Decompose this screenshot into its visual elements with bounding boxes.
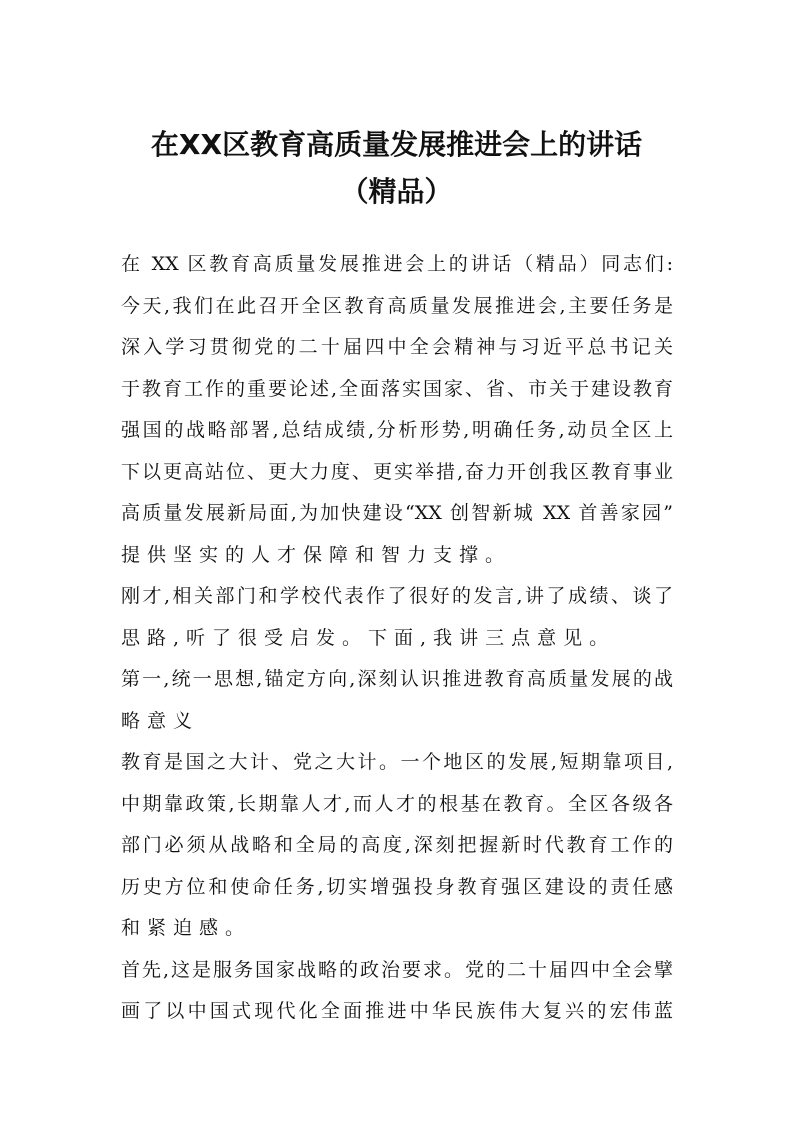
- document-body: [121, 244, 673, 1033]
- text-line: 于教育工作的重要论述,全面落实国家、省、市关于建设教育: [121, 377, 673, 400]
- text-line: 高质量发展新局面,为加快建设“XX 创智新城 XX 首善家园”: [121, 502, 673, 524]
- text-line: 深入学习贯彻党的二十届四中全会精神与习近平总书记关: [121, 336, 673, 358]
- text-line: 教育是国之大计、党之大计。一个地区的发展,短期靠项目,: [121, 751, 673, 773]
- text-line: 下以更高站位、更大力度、更实举措,奋力开创我区教育事业: [121, 460, 673, 483]
- text-line: 首先,这是服务国家战略的政治要求。党的二十届四中全会擘: [121, 958, 673, 981]
- text-line: 历史方位和使命任务,切实增强投身教育强区建设的责任感: [121, 875, 673, 898]
- section-heading-line: 略意义: [121, 709, 200, 732]
- text-line: 部门必须从战略和全局的高度,深刻把握新时代教育工作的: [121, 834, 673, 856]
- text-line: 思路,听了很受启发。下面,我讲三点意见。: [121, 626, 616, 649]
- document-title: 在XX区教育高质量发展推进会上的讲话: [150, 128, 643, 161]
- text-line: 在 XX 区教育高质量发展推进会上的讲话（精品）同志们:: [121, 253, 673, 275]
- text-line: 刚才,相关部门和学校代表作了很好的发言,讲了成绩、谈了: [121, 585, 673, 607]
- document-title-suffix: （精品）: [340, 175, 453, 208]
- text-line: 中期靠政策,长期靠人才,而人才的根基在教育。全区各级各: [121, 792, 673, 815]
- text-line: 强国的战略部署,总结成绩,分析形势,明确任务,动员全区上: [121, 419, 673, 441]
- section-heading-line: 第一,统一思想,锚定方向,深刻认识推进教育高质量发展的战: [121, 668, 673, 690]
- text-line: 今天,我们在此召开全区教育高质量发展推进会,主要任务是: [121, 294, 673, 317]
- text-line: 画了以中国式现代化全面推进中华民族伟大复兴的宏伟蓝: [121, 1000, 673, 1022]
- text-line: 提供坚实的人才保障和智力支撑。: [121, 543, 512, 566]
- text-line: 和紧迫感。: [121, 917, 252, 939]
